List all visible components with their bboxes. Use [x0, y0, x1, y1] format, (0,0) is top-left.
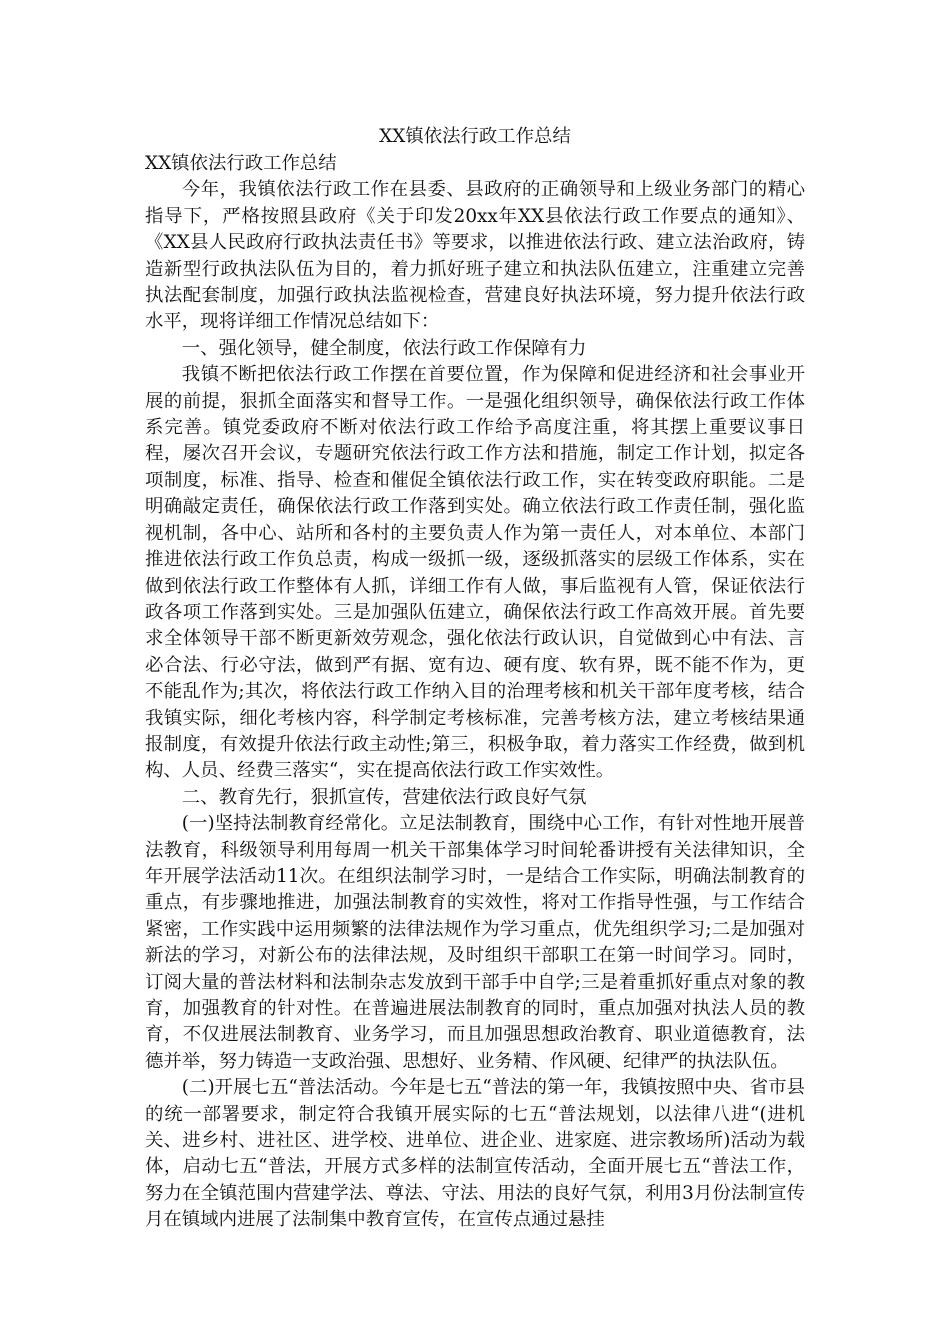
- document-title: XX镇依法行政工作总结: [379, 126, 571, 147]
- paragraph-subsection-2: (二)开展七五“普法活动。今年是七五“普法的第一年，我镇按照中央、省市县的统一部署要求，制定符合我镇开展实际的七五“普法规划，以法律八进“(进机关、进乡村、进社区、进学校、进单位、进企业、进家庭、进宗教场所)活动为载体，启动七五“普法，开展方式多样的法制宣传活动，全面开展七五“普法工作，努力在全镇范围内营建学法、尊法、守法、用法的良好气氛，利用3月份法制宣传月在镇域内进展了法制集中教育宣传，在宣传点通过悬挂: [145, 1077, 805, 1231]
- document-subtitle: XX镇依法行政工作总结: [145, 153, 337, 174]
- section-heading-2: 二、教育先行，狠抓宣传，营建依法行政良好气氛: [181, 786, 587, 808]
- document-page: [145, 123, 805, 1234]
- paragraph-section-1: 我镇不断把依法行政工作摆在首要位置，作为保障和促进经济和社会事业开展的前提，狠抓全面落实和督导工作。一是强化组织领导，确保依法行政工作体系完善。镇党委政府不断对依法行政工作给予高度注重，将其摆上重要议事日程，屡次召开会议，专题研究依法行政工作方法和措施，制定工作计划，拟定各项制度，标准、指导、检查和催促全镇依法行政工作，实在转变政府职能。二是明确敲定责任，确保依法行政工作落到实处。确立依法行政工作责任制，强化监视机制，各中心、站所和各村的主要负责人作为第一责任人，对本单位、本部门推进依法行政工作负总责，构成一级抓一级，逐级抓落实的层级工作体系，实在做到依法行政工作整体有人抓，详细工作有人做，事后监视有人管，保证依法行政各项工作落到实处。三是加强队伍建立，确保依法行政工作高效开展。首先要求全体领导干部不断更新效劳观念，强化依法行政认识，自觉做到心中有法、言必合法、行必守法，做到严有据、宽有边、硬有度、软有界，既不能不作为，更不能乱作为;其次，将依法行政工作纳入目的治理考核和机关干部年度考核，结合我镇实际，细化考核内容，科学制定考核标准，完善考核方法，建立考核结果通报制度，有效提升依法行政主动性;第三，积极争取，着力落实工作经费，做到机构、人员、经费三落实“，实在提高依法行政工作实效性。: [145, 364, 805, 782]
- paragraph-subsection-1: (一)坚持法制教育经常化。立足法制教育，围绕中心工作，有针对性地开展普法教育，科级领导利用每周一机关干部集体学习时间轮番讲授有关法律知识，全年开展学法活动11次。在组织法制学习时，一是结合工作实际，明确法制教育的重点，有步骤地推进，加强法制教育的实效性，将对工作指导性强，与工作结合紧密，工作实践中运用频繁的法律法规作为学习重点，优先组织学习;二是加强对新法的学习，对新公布的法律法规，及时组织干部职工在第一时间学习。同时，订阅大量的普法材料和法制杂志发放到干部手中自学;三是着重抓好重点对象的教育，加强教育的针对性。在普遍进展法制教育的同时，重点加强对执法人员的教育，不仅进展法制教育、业务学习，而且加强思想政治教育、职业道德教育，法德并举，努力铸造一支政治强、思想好、业务精、作风硬、纪律严的执法队伍。: [145, 813, 805, 1072]
- paragraph-intro: 今年，我镇依法行政工作在县委、县政府的正确领导和上级业务部门的精心指导下，严格按照县政府《关于印发20xx年XX县依法行政工作要点的通知》、《XX县人民政府行政执法责任书》等要求，以推进依法行政、建立法治政府，铸造新型行政执法队伍为目的，着力抓好班子建立和执法队伍建立，注重建立完善执法配套制度，加强行政执法监视检查，营建良好执法环境，努力提升依法行政水平，现将详细工作情况总结如下：: [145, 179, 805, 333]
- section-heading-1: 一、强化领导，健全制度，依法行政工作保障有力: [181, 337, 587, 359]
